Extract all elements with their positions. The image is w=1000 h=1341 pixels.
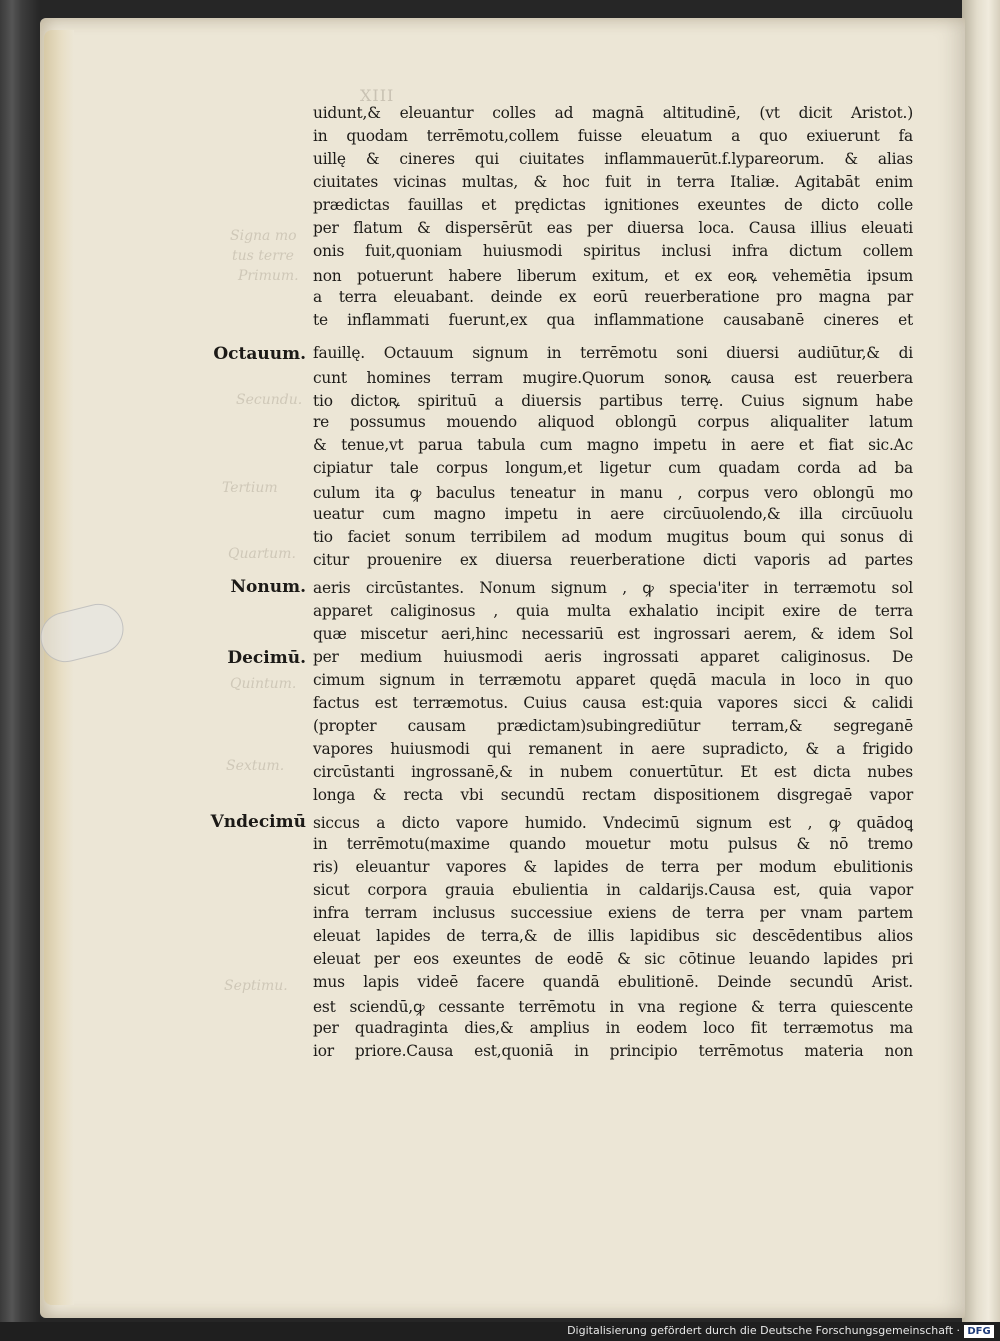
text-line: ueatur cum magno impetu in aere circūuolendo,& illa circūuolu [313,505,913,523]
text-line: uidunt,& eleuantur colles ad magnā altitudinē, (vt dicit Aristot.) [313,104,913,122]
margin-note-nonum: Nonum. [230,577,306,597]
text-line: citur prouenire ex diuersa reuerberatione dicti vaporis ad partes [313,551,913,569]
text-line: aeris circūstantes. Nonum signum , ꝙ specia'iter in terræmotu sol [313,579,913,597]
dfg-logo: DFG [964,1325,994,1338]
ghost-note: Tertium [222,480,278,496]
text-line: per medium huiusmodi aeris ingrossati apparet caliginosus. De [313,648,913,666]
ghost-note: Sextum. [226,758,285,774]
ghost-note: Secundu. [236,392,303,408]
text-line: cunt homines terram mugire.Quorum sonoꝶ causa est reuerbera [313,369,913,387]
text-line: per quadraginta dies,& amplius in eodem loco fit terræmotus ma [313,1019,913,1037]
text-line: cimum signum in terræmotu apparet quędā macula in loco in quo [313,671,913,689]
text-line: uillę & cineres qui ciuitates inflammauerūt.f.lypareorum. & alias [313,150,913,168]
text-line: fauillę. Octauum signum in terrēmotu soni diuersi audiūtur,& di [313,344,913,362]
text-line: vapores huiusmodi qui remanent in aere supradicto, & a frigido [313,740,913,758]
ghost-note: Septimu. [224,978,288,994]
text-line: per flatum & dispersērūt eas per diuersa loca. Causa illius eleuati [313,219,913,237]
margin-note-decimum: Decimū. [227,648,306,668]
text-line: onis fuit,quoniam huiusmodi spiritus inclusi infra dictum collem [313,242,913,260]
text-line: est sciendū,ꝙ cessante terrēmotu in vna regione & terra quiescente [313,998,913,1016]
ghost-note: Primum. [238,268,299,284]
facing-page-edge [962,0,1000,1322]
ghost-note: Quartum. [228,546,296,562]
text-line: ior priore.Causa est,quoniā in principio terrēmotus materia non [313,1042,913,1060]
text-line: eleuat lapides de terra,& de illis lapidibus sic descēdentibus alios [313,927,913,945]
text-line: siccus a dicto vapore humido. Vndecimū signum est , ꝙ quādoꝗ [313,814,913,832]
text-line: in quodam terrēmotu,collem fuisse eleuatum a quo exiuerunt fa [313,127,913,145]
text-line: a terra eleuabant. deinde ex eorū reuerberatione pro magna par [313,288,913,306]
margin-note-vndecimum: Vndecimū [210,812,306,832]
text-line: circūstanti ingrossanē,& in nubem conuertūtur. Et est dicta nubes [313,763,913,781]
text-line: & tenue,vt parua tabula cum magno impetu in aere et fiat sic.Ac [313,436,913,454]
text-line: apparet caliginosus , quia multa exhalatio incipit exire de terra [313,602,913,620]
text-line: (propter causam prædictam)subingrediūtur terram,& segreganē [313,717,913,735]
folio-number: XIII [360,86,395,105]
text-line: factus est terræmotus. Cuius causa est:quia vapores sicci & calidi [313,694,913,712]
margin-note-octauum: Octauum. [213,344,306,364]
text-line: tio dictoꝶ spirituū a diuersis partibus terrę. Cuius signum habe [313,392,913,410]
text-line: sicut corpora grauia ebulientia in caldarijs.Causa est, quia vapor [313,881,913,899]
footer-bar [0,1322,1000,1341]
text-line: longa & recta vbi secundū rectam dispositionem disgregaē vapor [313,786,913,804]
text-line: infra terram inclusus successiue exiens de terra per vnam partem [313,904,913,922]
text-line: cipiatur tale corpus longum,et ligetur cum quadam corda ad ba [313,459,913,477]
text-line: culum ita ꝙ baculus teneatur in manu , corpus vero oblongū mo [313,484,913,502]
text-line: non potuerunt habere liberum exitum, et ex eoꝶ vehemētia ipsum [313,267,913,285]
page-gutter-edge [44,30,74,1305]
ghost-note: Signa mo [230,228,297,244]
text-line: in terrēmotu(maxime quando mouetur motu pulsus & nō tremo [313,835,913,853]
text-line: prædictas fauillas et prędictas ignitiones exeuntes de dicto colle [313,196,913,214]
ghost-note: tus terre [232,248,294,264]
text-line: ris) eleuantur vapores & lapides de terra per modum ebulitionis [313,858,913,876]
ghost-note: Quintum. [230,676,297,692]
text-line: te inflammati fuerunt,ex qua inflammatione causabanē cineres et [313,311,913,329]
text-line: quæ miscetur aeri,hinc necessariū est ingrossari aerem, & idem Sol [313,625,913,643]
text-line: ciuitates vicinas multas, & hoc fuit in terra Italiæ. Agitabāt enim [313,173,913,191]
text-line: tio faciet sonum terribilem ad modum mugitus boum qui sonus di [313,528,913,546]
text-line: re possumus mouendo aliquod oblongū corpus aliqualiter latum [313,413,913,431]
text-line: eleuat per eos exeuntes de eodē & sic cōtinue leuando lapides pri [313,950,913,968]
funding-notice: Digitalisierung gefördert durch die Deutsche Forschungsgemeinschaft · [567,1324,960,1337]
text-line: mus lapis videē facere quandā ebulitionē. Deinde secundū Arist. [313,973,913,991]
